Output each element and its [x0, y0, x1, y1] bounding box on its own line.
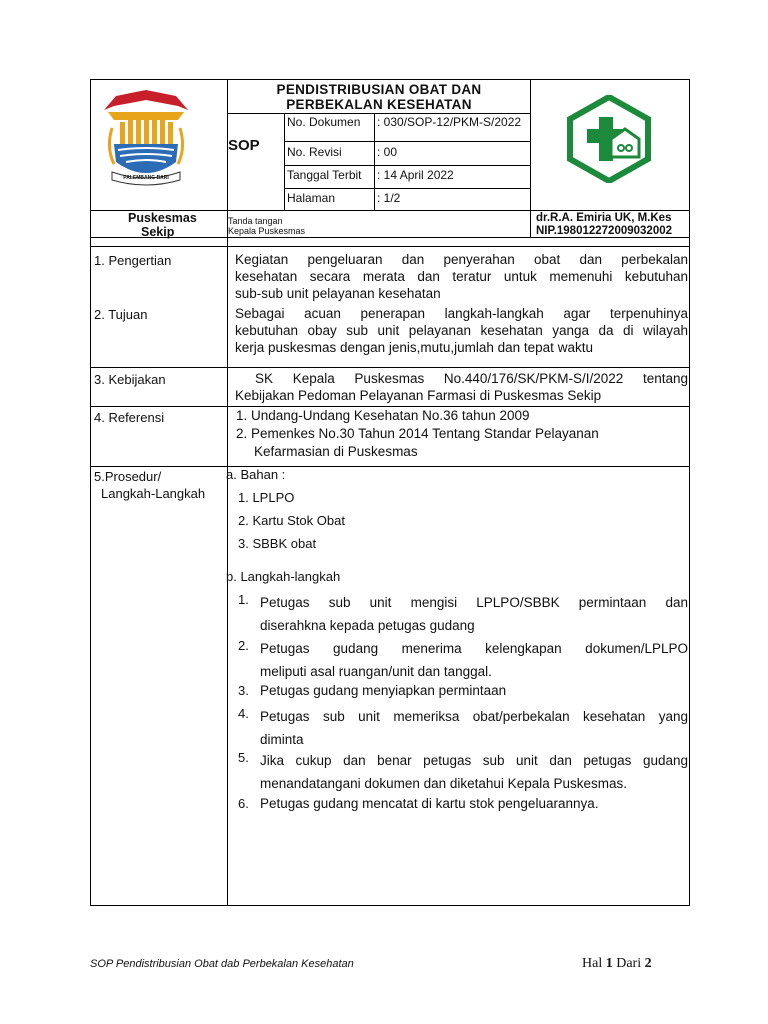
step-text [260, 705, 688, 751]
step-number: 5. [238, 750, 249, 765]
text-line: meliputi asal ruangan/unit dan tanggal. [260, 664, 492, 679]
city-emblem-logo [98, 88, 194, 188]
text-line: sub-sub unit pelayanan kesehatan [235, 286, 441, 301]
puskesmas-logo [565, 95, 653, 183]
section-label-referensi: 4. Referensi [94, 410, 165, 425]
head-nip: NIP.198012272009032002 [536, 225, 673, 237]
text-line: Jika cukup dan benar petugas sub unit dan petugas gudang [260, 753, 688, 768]
section-label-prosedur-line1: 5.Prosedur/ [94, 469, 162, 484]
referensi-item: 1. Undang-Undang Kesehatan No.36 tahun 2009 [236, 408, 530, 423]
footer-total-pages: 2 [644, 956, 652, 971]
org-name-line2: Sekip [141, 225, 175, 239]
bahan-item: 2. Kartu Stok Obat [238, 513, 345, 528]
text-line: menandatangani dokumen dan diketahui Kepala Puskesmas. [260, 776, 627, 791]
text-line: kerja puskesmas dengan jenis,mutu,jumlah dan tepat waktu [235, 340, 593, 355]
org-name-line1: Puskesmas [128, 211, 197, 225]
meta-label-dokumen: No. Dokumen [287, 115, 361, 129]
bahan-item: 3. SBBK obat [238, 536, 317, 551]
doc-title-line1: PENDISTRIBUSIAN OBAT DAN [276, 82, 482, 97]
step-number: 1. [238, 592, 249, 607]
meta-label-revisi: No. Revisi [287, 145, 342, 159]
bahan-item: 1. LPLPO [238, 490, 295, 505]
section-label-tujuan: 2. Tujuan [94, 307, 148, 322]
section-label-kebijakan: 3. Kebijakan [94, 372, 166, 387]
text-line: Kegiatan pengeluaran dan penyerahan obat dan perbekalan [235, 252, 688, 267]
text-line: kebutuhan obay sub unit pelayanan kesehatan yanga da di wilayah [235, 323, 688, 338]
footer-hal-label: Hal [582, 956, 603, 971]
text-line: kesehatan secara merata dan teratur untuk memenuhi kebutuhan [235, 269, 688, 284]
doc-title-line2: PERBEKALAN KESEHATAN [286, 97, 472, 112]
referensi-item: Kefarmasian di Puskesmas [254, 444, 418, 459]
step-number: 2. [238, 638, 249, 653]
text-line: Petugas gudang menerima kelengkapan dokumen/LPLPO [260, 641, 688, 656]
footer-page-number: 1 [605, 956, 613, 971]
referensi-item: 2. Pemenkes No.30 Tahun 2014 Tentang Standar Pelayanan [236, 426, 599, 441]
meta-value-dokumen: : 030/SOP-12/PKM-S/2022 [377, 115, 522, 129]
langkah-title: b. Langkah-langkah [226, 569, 341, 584]
section-text-tujuan [235, 305, 688, 356]
sop-label: SOP [228, 137, 260, 154]
meta-label-tanggal: Tanggal Terbit [287, 168, 362, 182]
text-line: Petugas sub unit memeriksa obat/perbekalan kesehatan yang [260, 709, 688, 724]
step-text [260, 591, 688, 637]
step-text [260, 749, 688, 795]
signature-label-line1: Tanda tangan [228, 216, 283, 226]
head-name: dr.R.A. Emiria UK, M.Kes [536, 212, 672, 224]
bahan-title: a. Bahan : [226, 467, 286, 482]
step-text: Petugas gudang menyiapkan permintaan [260, 683, 507, 698]
meta-value-revisi: : 00 [377, 145, 398, 159]
text-line: Petugas sub unit mengisi LPLPO/SBBK permintaan dan [260, 595, 688, 610]
text-line: SK Kepala Puskesmas No.440/176/SK/PKM-S/I/2022 tentang [255, 371, 688, 386]
section-text-pengertian [235, 251, 688, 302]
meta-label-halaman: Halaman [287, 191, 336, 205]
step-number: 4. [238, 706, 249, 721]
meta-value-tanggal: : 14 April 2022 [377, 168, 454, 182]
footer-page-indicator [582, 955, 652, 972]
text-line: Kebijakan Pedoman Pelayanan Farmasi di Puskesmas Sekip [235, 388, 602, 403]
section-label-pengertian: 1. Pengertian [94, 253, 172, 268]
step-number: 3. [238, 683, 249, 698]
emblem-banner-text: PALEMBANG BARI [123, 175, 169, 181]
text-line: diminta [260, 732, 304, 747]
text-line: diserahkna kepada petugas gudang [260, 618, 475, 633]
step-number: 6. [238, 796, 249, 811]
text-line: Sebagai acuan penerapan langkah-langkah agar terpenuhinya [235, 306, 688, 321]
signature-label-line2: Kepala Puskesmas [228, 226, 306, 236]
step-text [260, 637, 688, 683]
meta-value-halaman: : 1/2 [377, 191, 401, 205]
footer-document-title: SOP Pendistribusian Obat dab Perbekalan Kesehatan [90, 958, 354, 970]
footer-dari-label: Dari [616, 956, 642, 971]
section-text-kebijakan [235, 370, 688, 404]
section-label-prosedur-line2: Langkah-Langkah [101, 486, 206, 501]
step-text: Petugas gudang mencatat di kartu stok pengeluarannya. [260, 796, 599, 811]
